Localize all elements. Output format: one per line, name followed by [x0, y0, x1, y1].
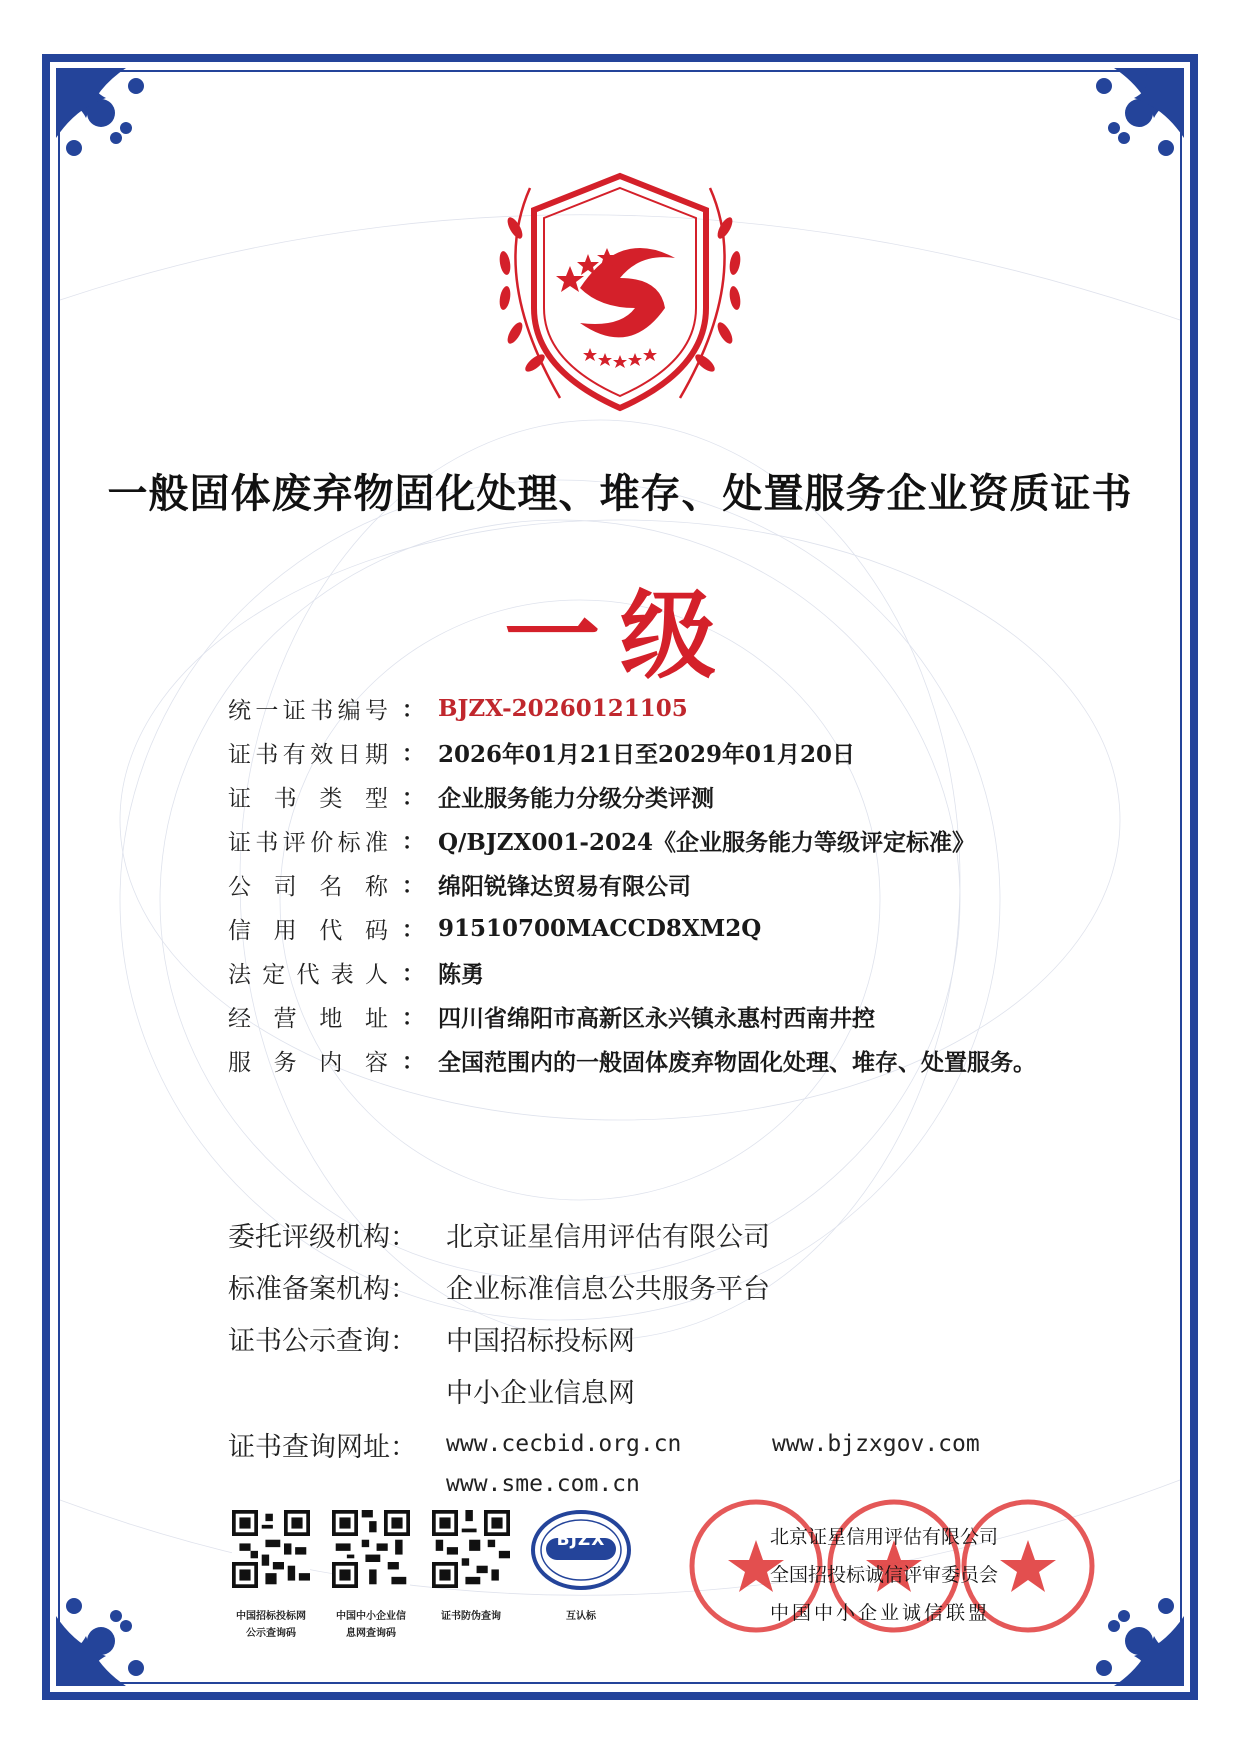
badge-caption: 互认标	[566, 1611, 596, 1622]
field-row-address	[228, 994, 1108, 1038]
public-query-value: 中国招标投标网	[446, 1325, 635, 1357]
issuer-block	[770, 1518, 1030, 1632]
issuer-line: 中国中小企业诚信联盟	[770, 1602, 991, 1624]
organization-block	[228, 1208, 1108, 1502]
field-row-type	[228, 774, 1108, 818]
field-colon: ：	[401, 917, 424, 943]
filing-agency-label: 标准备案机构：	[228, 1273, 417, 1305]
qr-code-icon	[432, 1510, 510, 1588]
field-value: Q/BJZX001-2024《企业服务能力等级评定标准》	[438, 828, 975, 856]
field-colon: ：	[401, 785, 424, 811]
field-colon: ：	[401, 961, 424, 987]
field-label: 经营地址	[228, 1005, 388, 1032]
certificate-title: 一般固体废弃物固化处理、堆存、处置服务企业资质证书	[107, 470, 1133, 517]
field-colon: ：	[401, 1049, 424, 1075]
field-value: 91510700MACCD8XM2Q	[438, 914, 762, 942]
corner-ornament-icon	[56, 68, 186, 198]
filing-agency-value: 企业标准信息公共服务平台	[446, 1273, 770, 1305]
field-colon: ：	[401, 741, 424, 767]
certificate-fields	[228, 686, 1108, 1082]
bjzx-badge-icon	[530, 1508, 632, 1592]
issuer-line: 全国招投标诚信评审委员会	[770, 1564, 999, 1586]
url-link[interactable]: www.cecbid.org.cn	[446, 1431, 682, 1457]
public-query-value: 中小企业信息网	[446, 1377, 635, 1409]
url-row	[228, 1422, 1108, 1466]
qr-caption: 中国招标投标网 公示查询码	[236, 1611, 306, 1639]
rating-agency-value: 北京证星信用评估有限公司	[446, 1221, 770, 1253]
field-label: 证书有效日期	[228, 741, 388, 768]
field-label: 证书类型	[228, 785, 388, 812]
field-value: 企业服务能力分级分类评测	[438, 784, 714, 812]
field-value: 2026年01月21日至2029年01月20日	[438, 740, 856, 768]
qr-caption: 中国中小企业信 息网查询码	[336, 1611, 406, 1639]
field-label: 服务内容	[228, 1049, 388, 1076]
field-value: 全国范围内的一般固体废弃物固化处理、堆存、处置服务。	[438, 1048, 1036, 1076]
certificate-level: 一级	[504, 579, 736, 692]
field-colon: ：	[401, 829, 424, 855]
field-value: 绵阳锐锋达贸易有限公司	[438, 872, 691, 900]
url-link[interactable]: www.sme.com.cn	[446, 1471, 640, 1497]
field-label: 证书评价标准	[228, 829, 388, 856]
field-row-certificate-number	[228, 686, 1108, 730]
qr-code-icon	[232, 1510, 310, 1588]
field-row-validity	[228, 730, 1108, 774]
laurel-shield-emblem-icon	[470, 158, 770, 420]
url-link[interactable]: www.bjzxgov.com	[772, 1431, 980, 1457]
qr-caption: 证书防伪查询	[441, 1611, 501, 1622]
rating-agency-label: 委托评级机构：	[228, 1221, 417, 1253]
issuer-line: 北京证星信用评估有限公司	[770, 1526, 999, 1548]
corner-ornament-icon	[56, 1556, 186, 1686]
public-query-row	[228, 1312, 1108, 1364]
field-row-standard	[228, 818, 1108, 862]
badge-text: BJZX	[556, 1530, 606, 1550]
public-query-row-2	[228, 1364, 1108, 1416]
field-colon: ：	[401, 873, 424, 899]
qr-code-icon	[332, 1510, 410, 1588]
field-value: 四川省绵阳市高新区永兴镇永惠村西南井控	[438, 1004, 875, 1032]
public-query-label: 证书公示查询：	[228, 1325, 417, 1357]
corner-ornament-icon	[1054, 68, 1184, 198]
field-label: 统一证书编号	[228, 697, 388, 724]
field-row-legal-rep	[228, 950, 1108, 994]
field-row-credit-code	[228, 906, 1108, 950]
field-value: 陈勇	[438, 960, 484, 988]
url-label: 证书查询网址：	[228, 1431, 417, 1463]
field-label: 法定代表人	[228, 961, 388, 988]
field-colon: ：	[401, 1005, 424, 1031]
rating-agency-row	[228, 1208, 1108, 1260]
field-colon: ：	[401, 697, 424, 723]
field-value: BJZX-20260121105	[438, 694, 688, 722]
field-row-company	[228, 862, 1108, 906]
field-row-service	[228, 1038, 1108, 1082]
filing-agency-row	[228, 1260, 1108, 1312]
field-label: 信用代码	[228, 917, 388, 944]
field-label: 公司名称	[228, 873, 388, 900]
